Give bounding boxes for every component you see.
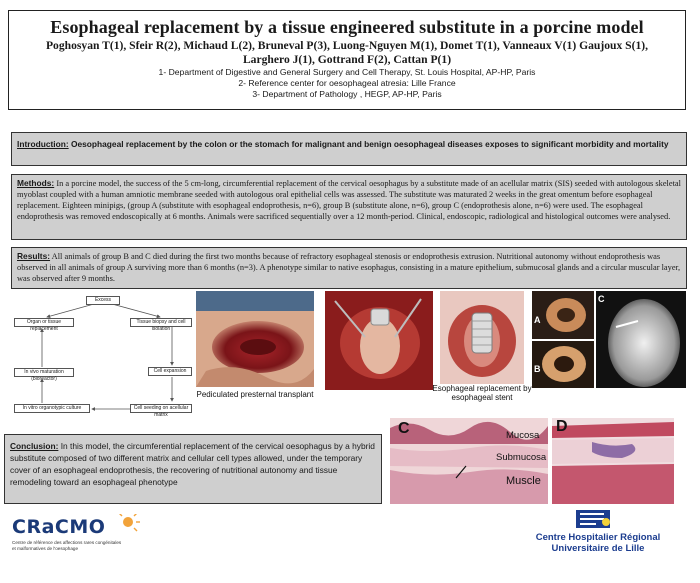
stent-caption: Esophageal replacement by esophageal stent <box>432 384 532 402</box>
results-text: All animals of group B and C died during the first two months because of refractory esophageal stenosis or endoprothesis extrusion. Nutritional autonomy without endoprothesis was observed in all animals of group A surviving more than 6 months (n=3). A phenotype similar to native esophagus, consisting in a mature epithelium, submucosal glands and a circular muscular layer, was observed after 9 months. <box>17 252 681 283</box>
affiliation-1: 1- Department of Digestive and General Surgery and Cell Therapy, St. Louis Hospital, AP-HP, Paris <box>158 67 536 77</box>
results-box <box>11 247 687 289</box>
histology-photo-d <box>552 418 674 504</box>
conclusion-text: In this model, the circumferential replacement of the cervical oesophagus by a hybrid substitute composed of two different matrix and cellular cell types allowed, under the temporary cover of an esophageal endoprothesis, the recovering of nutritional autonomy and tissue remodeling toward an esophageal phenotype <box>10 441 375 487</box>
endo-label-c: C <box>598 294 605 304</box>
flow-node-culture: In vitro organotypic culture <box>14 404 90 413</box>
conclusion-heading: Conclusion: <box>10 441 59 451</box>
methods-box <box>11 174 687 240</box>
methods-heading: Methods: <box>17 178 55 188</box>
flowchart-arrows <box>12 295 194 420</box>
layer-label-submucosa: Submucosa <box>496 452 547 463</box>
cracmo-subtitle-2: et malformatives de l'oesophage <box>12 546 78 551</box>
chru-name-line-1: Centre Hospitalier Régional <box>535 532 661 543</box>
histology-label-d: D <box>556 418 568 435</box>
layer-label-muscle: Muscle <box>506 475 541 487</box>
results-heading: Results: <box>17 251 51 261</box>
flow-node-organ-replacement: Organ or tissue replacement <box>14 318 74 327</box>
authors-line-1: Poghosyan T(1), Sfeir R(2), Michaud L(2), Bruneval P(3), Luong-Nguyen M(1), Domet T(1), Vanneaux V(1) Gaujoux S(1), <box>45 39 649 52</box>
affiliation-3: 3- Department of Pathology , HEGP, AP-HP, Paris <box>252 89 442 99</box>
poster-title: Esophageal replacement by a tissue engineered substitute in a porcine model <box>50 17 644 37</box>
histology-d-image <box>552 418 674 504</box>
flap-caption: Pediculated presternal transplant <box>196 390 314 399</box>
chru-lille-logo <box>508 506 688 556</box>
endoscopy-photo-a <box>532 291 594 339</box>
stent-photo-image <box>440 291 524 384</box>
endoscopy-b-image <box>532 341 594 388</box>
endo-label-a: A <box>534 315 541 325</box>
poster-header <box>8 10 686 110</box>
surgery-photo-image <box>325 291 433 390</box>
layer-label-mucosa: Mucosa <box>506 430 540 441</box>
introduction-heading: Introduction: <box>17 139 69 149</box>
conclusion-box <box>4 434 382 504</box>
cracmo-logo <box>12 514 162 554</box>
cracmo-subtitle-1: Centre de référence des affections rares congénitales <box>12 540 122 545</box>
endoscopy-a-image <box>532 291 594 339</box>
flow-node-seeding: Cell seeding on acellular matrix <box>130 404 192 413</box>
radiology-photo-c <box>596 291 686 388</box>
tissue-engineering-flowchart <box>12 295 194 420</box>
endoscopy-photo-b <box>532 341 594 388</box>
endo-label-b: B <box>534 364 541 374</box>
flap-photo-image <box>196 291 314 387</box>
surgery-photo <box>325 291 433 390</box>
histology-label-c: C <box>398 420 410 437</box>
flow-node-top: Excess <box>86 296 120 305</box>
methods-text: In a porcine model, the success of the 5 cm-long, circumferential replacement of the cervical oesophagus by a substitute made of an acellular matrix (SIS) seeded with autologous skeletal myoblast coupled with a human amniotic membrane seeded with autologous oral epithelial cells was assessed. The substitute was maturated 2 weeks in the great omentum before esophageal replacement. Eighteen minipigs, (group A (substitute with esophageal endoprothesis, n=6), group B (substitute alone, n=6), group C (endoprothesis alone, n=6) were used. The esophageal endoprothesis was removed endoscopically at 6 months. Animals were sacrificed sequentially over a 12 month-period. Clinical, endoscopic, radiological and histological outcomes were analysed. <box>17 179 681 221</box>
introduction-text: Oesophageal replacement by the colon or the stomach for malignant and benign oesophageal diseases exposes to significant morbidity and mortality <box>68 139 669 149</box>
flap-photo <box>196 291 314 387</box>
introduction-box <box>11 132 687 166</box>
chru-name-line-2: Universitaire de Lille <box>551 543 645 554</box>
affiliation-2: 2- Reference center for oesophageal atresia: Lille France <box>238 78 456 88</box>
authors-line-2: Larghero J(1), Gottrand F(2), Cattan P(1) <box>242 53 452 66</box>
chru-emblem-icon <box>574 506 614 532</box>
flow-node-biopsy: Tissue biopsy and cell isolation <box>130 318 192 327</box>
flow-node-maturation: In vivo maturation (bioreactor) <box>14 368 74 377</box>
stent-photo <box>440 291 524 384</box>
flow-node-cell-expansion: Cell expansion <box>148 367 192 376</box>
radiology-c-image <box>596 291 686 388</box>
cracmo-name: CRaCMO <box>12 516 106 538</box>
